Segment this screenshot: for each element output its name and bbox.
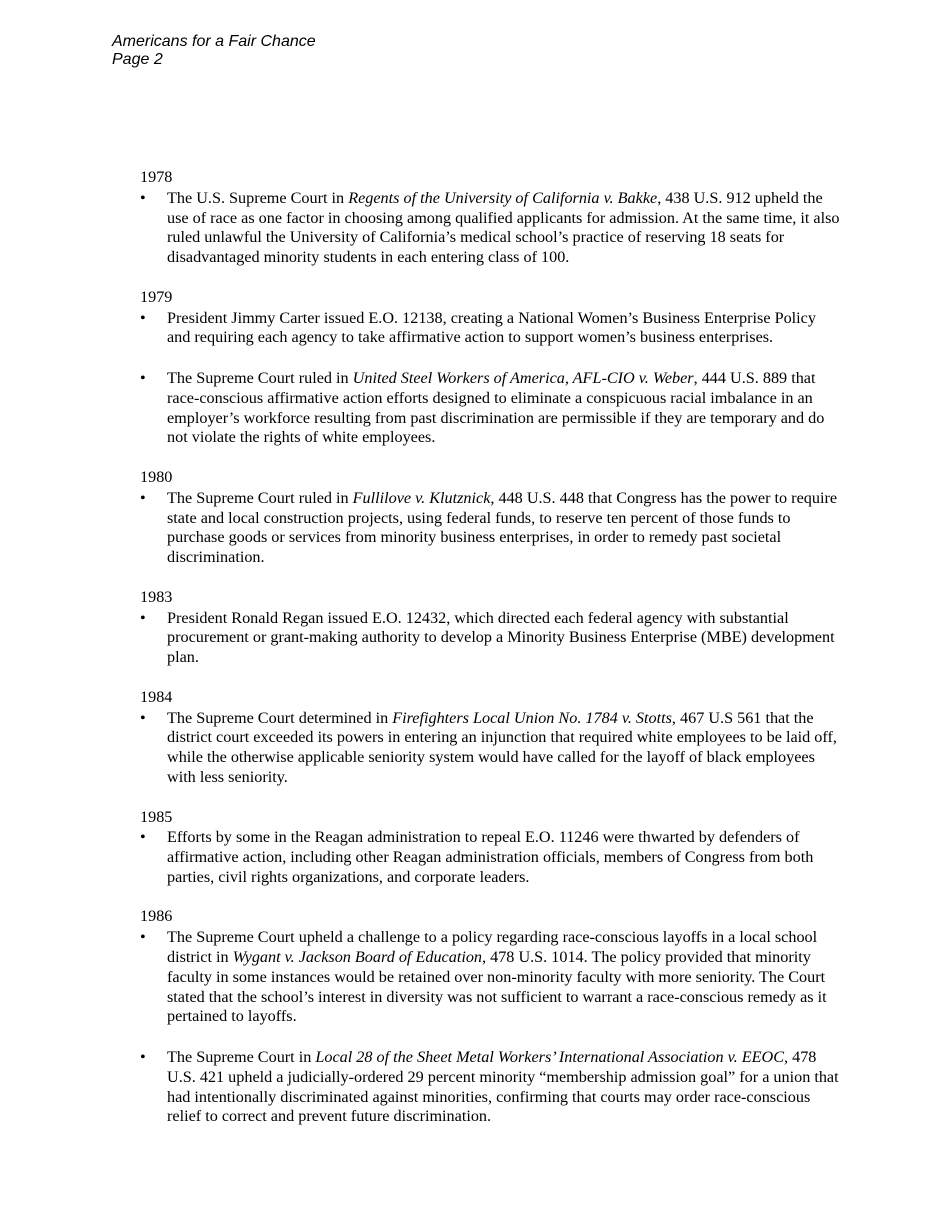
case-name: Local 28 of the Sheet Metal Workers’ International Association v. EEOC, bbox=[315, 1048, 789, 1067]
bullet-icon: • bbox=[140, 1048, 146, 1067]
timeline bbox=[140, 168, 840, 1127]
bullet-icon: • bbox=[140, 708, 146, 727]
section-1986 bbox=[140, 907, 840, 1127]
case-name: Firefighters Local Union No. 1784 v. Stotts bbox=[392, 708, 672, 727]
timeline-entry: • Efforts by some in the Reagan administration to repeal E.O. 11246 were thwarted by defenders of affirmative action, including other Reagan administration officials, members of Congress from both parties, civil rights organizations, and corporate leaders. bbox=[140, 828, 814, 886]
section-1983 bbox=[140, 588, 840, 668]
year-heading: 1979 bbox=[140, 287, 173, 306]
timeline-entry: • The Supreme Court ruled in United Steel Workers of America, AFL-CIO v. Weber, 444 U.S. 889 that race-conscious affirmative action efforts designed to eliminate a conspicuous racial imbalance in an employer’s workforce resulting from past discrimination are permissible if they are temporary and do not violate the rights of white employees. bbox=[140, 368, 825, 447]
timeline-entry: • The Supreme Court upheld a challenge to a policy regarding race-conscious layoffs in a local school district in Wygant v. Jackson Board of Education, 478 U.S. 1014. The policy provided that minority faculty in some instances would be retained over non-minority faculty with more seniority. The Court stated that the school’s interest in diversity was not sufficient to warrant a race-conscious remedy as it pertained to layoffs. bbox=[140, 928, 827, 1026]
section-1978 bbox=[140, 168, 840, 268]
bullet-icon: • bbox=[140, 488, 146, 507]
case-name: Regents of the University of California v. Bakke bbox=[348, 188, 658, 207]
bullet-icon: • bbox=[140, 928, 146, 947]
timeline-entry: • President Jimmy Carter issued E.O. 12138, creating a National Women’s Business Enterprise Policy and requiring each agency to take affirmative action to support women’s business enterprises. bbox=[140, 308, 816, 347]
year-heading: 1985 bbox=[140, 807, 173, 826]
bullet-icon: • bbox=[140, 188, 146, 207]
year-heading: 1980 bbox=[140, 467, 173, 486]
timeline-entry: • The Supreme Court ruled in Fullilove v. Klutznick, 448 U.S. 448 that Congress has the power to require state and local construction projects, using federal funds, to reserve ten percent of those funds to purchase goods or services from minority business enterprises, in order to remedy past societal discrimination. bbox=[140, 488, 838, 567]
bullet-icon: • bbox=[140, 608, 146, 627]
header-page-number: Page 2 bbox=[112, 51, 163, 68]
page-header bbox=[112, 33, 316, 69]
case-name: Wygant v. Jackson Board of Education bbox=[232, 948, 483, 967]
timeline-entry: • The U.S. Supreme Court in Regents of the University of California v. Bakke, 438 U.S. 912 upheld the use of race as one factor in choosing among qualified applicants for admission. At the same time, it also ruled unlawful the University of California’s medical school’s practice of reserving 18 seats for disadvantaged minority students in each entering class of 100. bbox=[140, 188, 840, 267]
case-name: United Steel Workers of America, AFL-CIO v. Weber bbox=[352, 368, 694, 387]
year-heading: 1986 bbox=[140, 907, 173, 926]
timeline-entry: • President Ronald Regan issued E.O. 12432, which directed each federal agency with substantial procurement or grant-making authority to develop a Minority Business Enterprise (MBE) development plan. bbox=[140, 608, 835, 667]
section-1985 bbox=[140, 808, 840, 888]
section-1980 bbox=[140, 468, 840, 568]
year-heading: 1978 bbox=[140, 168, 173, 186]
case-name: Fullilove v. Klutznick bbox=[352, 488, 491, 507]
timeline-entry: • The Supreme Court in Local 28 of the Sheet Metal Workers’ International Association v. EEOC, 478 U.S. 421 upheld a judicially-ordered 29 percent minority “membership admission goal” for a union that had intentionally discriminated against minorities, confirming that courts may order race-conscious relief to correct and prevent future discrimination. bbox=[140, 1048, 839, 1126]
year-heading: 1984 bbox=[140, 687, 173, 706]
year-heading: 1983 bbox=[140, 587, 173, 606]
section-1979 bbox=[140, 288, 840, 448]
bullet-icon: • bbox=[140, 368, 146, 387]
bullet-icon: • bbox=[140, 828, 146, 847]
header-org: Americans for a Fair Chance bbox=[112, 33, 316, 50]
bullet-icon: • bbox=[140, 308, 146, 327]
timeline-entry: • The Supreme Court determined in Firefighters Local Union No. 1784 v. Stotts, 467 U.S 561 that the district court exceeded its powers in entering an injunction that required white employees to be laid off, while the otherwise applicable seniority system would have called for the layoff of black employees with less seniority. bbox=[140, 708, 837, 786]
section-1984 bbox=[140, 688, 840, 788]
